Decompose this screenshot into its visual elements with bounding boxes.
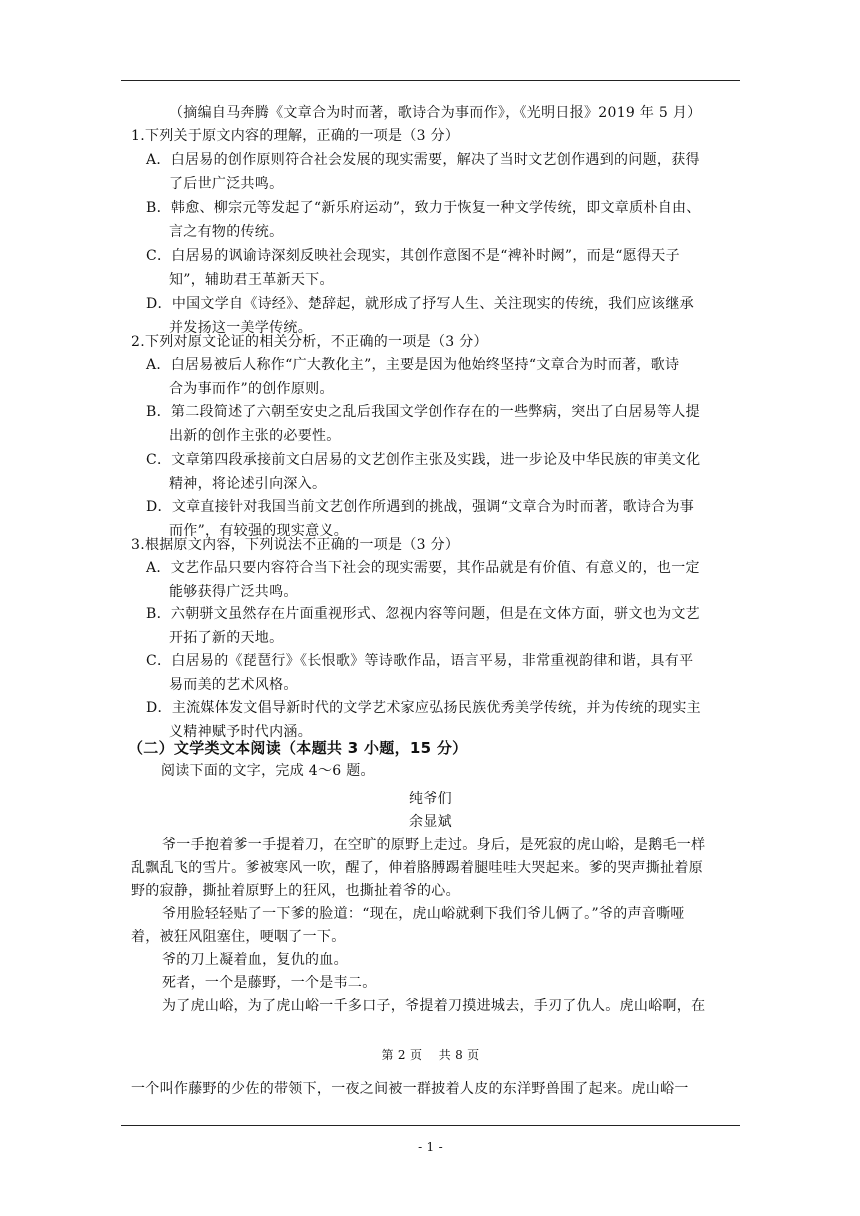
- story-line: 乱飘乱飞的雪片。爹被寒风一吹，醒了，伸着胳膊踢着腿哇哇大哭起来。爹的哭声撕扯着原: [131, 860, 703, 876]
- story-line: 着，被狂风阻塞住，哽咽了一下。: [131, 929, 346, 945]
- page-footer: 第 2 页 共 8 页: [381, 1048, 480, 1062]
- question-3-stem: 3.根据原文内容，下列说法不正确的一项是（3 分）: [131, 537, 460, 553]
- continuation-line: 一个叫作藤野的少佐的带领下，一夜之间被一群披着人皮的东洋野兽围了起来。虎山峪一: [131, 1081, 689, 1097]
- section-heading: （二）文学类文本阅读（本题共 3 小题，15 分）: [128, 739, 468, 757]
- q2-option-b-line1: B．第二段简述了六朝至安史之乱后我国文学创作存在的一些弊病，突出了白居易等人提: [146, 404, 700, 420]
- story-line: 爷用脸轻轻贴了一下爹的脸道：“现在，虎山峪就剩下我们爷儿俩了。”爷的声音嘶哑: [162, 906, 685, 922]
- q3-option-a-line1: A．文艺作品只要内容符合当下社会的现实需要，其作品就是有价值、有意义的，也一定: [146, 560, 700, 576]
- q3-option-c-line1: C．白居易的《琵琶行》《长恨歌》等诗歌作品，语言平易，非常重视韵律和谐，具有平: [146, 653, 694, 669]
- question-1-stem: 1.下列关于原文内容的理解，正确的一项是（3 分）: [131, 128, 460, 144]
- story-line: 为了虎山峪，为了虎山峪一千多口子，爷提着刀摸进城去，手刃了仇人。虎山峪啊，在: [162, 998, 706, 1014]
- q1-option-b-line1: B．韩愈、柳宗元等发起了“新乐府运动”，致力于恢复一种文学传统，即文章质朴自由、: [146, 200, 701, 216]
- instruction-text: 阅读下面的文字，完成 4～6 题。: [161, 763, 375, 779]
- q1-option-a-line2: 了后世广泛共鸣。: [169, 176, 284, 192]
- story-author: 余显斌: [409, 814, 452, 830]
- story-line: 死者，一个是藤野，一个是韦二。: [162, 975, 377, 991]
- q3-option-b-line2: 开拓了新的天地。: [169, 630, 284, 646]
- q2-option-d-line1: D．文章直接针对我国当前文艺创作所遇到的挑战，强调“文章合为时而著，歌诗合为事: [146, 499, 695, 515]
- question-2-stem: 2.下列对原文论证的相关分析，不正确的一项是（3 分）: [131, 334, 488, 350]
- q1-option-b-line2: 言之有物的传统。: [169, 224, 284, 240]
- q1-option-c-line1: C．白居易的讽谕诗深刻反映社会现实，其创作意图不是“裨补时阙”，而是“愿得天子: [146, 248, 680, 264]
- story-line: 爷的刀上凝着血，复仇的血。: [162, 952, 348, 968]
- q1-option-d-line1: D．中国文学自《诗经》、楚辞起，就形成了抒写人生、关注现实的传统，我们应该继承: [146, 296, 694, 312]
- q2-option-c-line1: C．文章第四段承接前文白居易的文艺创作主张及实践，进一步论及中华民族的审美文化: [146, 452, 701, 468]
- q1-option-a-line1: A．白居易的创作原则符合社会发展的现实需要，解决了当时文艺创作遇到的问题，获得: [146, 152, 700, 168]
- bottom-rule: [121, 1125, 740, 1126]
- source-line: （摘编自马奔腾《文章合为时而著，歌诗合为事而作》，《光明日报》2019 年 5 月）: [169, 105, 702, 121]
- q2-option-c-line2: 精神，将论述引向深入。: [169, 476, 327, 492]
- q3-option-a-line2: 能够获得广泛共鸣。: [169, 584, 298, 600]
- q3-option-c-line2: 易而美的艺术风格。: [169, 677, 298, 693]
- q3-option-d-line2: 义精神赋予时代内涵。: [169, 724, 312, 740]
- q2-option-b-line2: 出新的创作主张的必要性。: [169, 428, 341, 444]
- top-rule: [121, 80, 740, 81]
- q1-option-d-line2: 并发扬这一美学传统。: [169, 320, 312, 336]
- q3-option-b-line1: B．六朝骈文虽然存在片面重视形式、忽视内容等问题，但是在文体方面，骈文也为文艺: [146, 606, 700, 622]
- q2-option-a-line1: A．白居易被后人称作“广大教化主”，主要是因为他始终坚持“文章合为时而著，歌诗: [146, 357, 680, 373]
- q1-option-c-line2: 知”，辅助君王革新天下。: [169, 272, 334, 288]
- page-number: - 1 -: [418, 1140, 443, 1154]
- story-line: 爷一手抱着爹一手提着刀，在空旷的原野上走过。身后，是死寂的虎山峪，是鹅毛一样: [162, 837, 706, 853]
- q2-option-a-line2: 合为事而作”的创作原则。: [169, 381, 334, 397]
- story-line: 野的寂静，撕扯着原野上的狂风，也撕扯着爷的心。: [131, 883, 460, 899]
- q2-option-d-line2: 而作”，有较强的现实意义。: [169, 523, 349, 539]
- q3-option-d-line1: D．主流媒体发文倡导新时代的文学艺术家应弘扬民族优秀美学传统，并为传统的现实主: [146, 700, 701, 716]
- story-title: 纯爷们: [409, 791, 452, 807]
